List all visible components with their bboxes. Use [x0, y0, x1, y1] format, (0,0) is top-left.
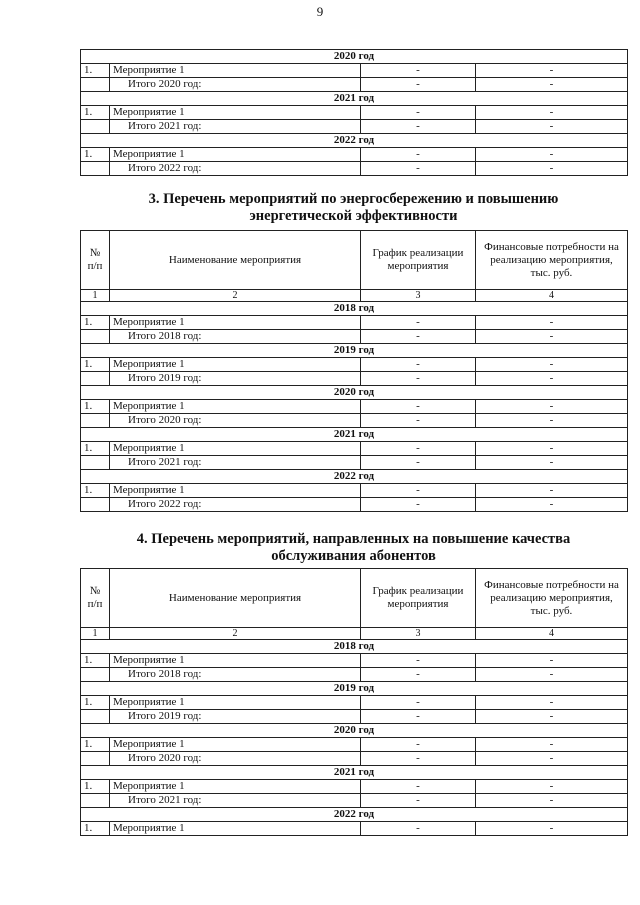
event-schedule: - — [361, 654, 476, 668]
total-number — [81, 78, 110, 92]
total-label: Итого 2020 год: — [110, 752, 361, 766]
event-row — [81, 442, 628, 456]
header-row — [81, 231, 628, 290]
total-number — [81, 498, 110, 512]
total-row — [81, 372, 628, 386]
event-finance: - — [476, 148, 628, 162]
year-row — [81, 724, 628, 738]
total-schedule: - — [361, 414, 476, 428]
year-label: 2018 год — [81, 640, 628, 654]
header-name: Наименование мероприятия — [110, 231, 361, 290]
total-finance: - — [476, 498, 628, 512]
event-schedule: - — [361, 148, 476, 162]
event-finance: - — [476, 696, 628, 710]
event-finance: - — [476, 484, 628, 498]
year-row — [81, 640, 628, 654]
total-number — [81, 372, 110, 386]
header-num: № п/п — [81, 231, 110, 290]
total-finance: - — [476, 794, 628, 808]
event-number: 1. — [81, 484, 110, 498]
year-row — [81, 428, 628, 442]
column-number: 4 — [476, 628, 628, 640]
year-row — [81, 92, 628, 106]
event-number: 1. — [81, 64, 110, 78]
year-row — [81, 386, 628, 400]
event-number: 1. — [81, 696, 110, 710]
column-number: 2 — [110, 290, 361, 302]
total-schedule: - — [361, 330, 476, 344]
event-row — [81, 780, 628, 794]
total-row — [81, 498, 628, 512]
header-schedule: График реализации мероприятия — [361, 569, 476, 628]
year-label: 2021 год — [81, 428, 628, 442]
event-number: 1. — [81, 654, 110, 668]
event-row — [81, 106, 628, 120]
total-number — [81, 668, 110, 682]
event-schedule: - — [361, 358, 476, 372]
year-label: 2021 год — [81, 766, 628, 780]
total-label: Итого 2021 год: — [110, 794, 361, 808]
column-number: 3 — [361, 290, 476, 302]
event-name: Мероприятие 1 — [110, 696, 361, 710]
total-finance: - — [476, 330, 628, 344]
total-schedule: - — [361, 710, 476, 724]
event-name: Мероприятие 1 — [110, 822, 361, 836]
column-number-row — [81, 628, 628, 640]
section-3-heading — [80, 191, 627, 225]
year-row — [81, 302, 628, 316]
total-finance: - — [476, 414, 628, 428]
event-finance: - — [476, 780, 628, 794]
year-label: 2020 год — [81, 50, 628, 64]
event-schedule: - — [361, 696, 476, 710]
total-row — [81, 710, 628, 724]
total-schedule: - — [361, 120, 476, 134]
header-row — [81, 569, 628, 628]
event-schedule: - — [361, 64, 476, 78]
event-finance: - — [476, 738, 628, 752]
event-row — [81, 654, 628, 668]
year-row — [81, 344, 628, 358]
total-row — [81, 120, 628, 134]
total-finance: - — [476, 710, 628, 724]
year-row — [81, 682, 628, 696]
event-schedule: - — [361, 484, 476, 498]
header-finance: Финансовые потребности на реализацию мероприятия, тыс. руб. — [476, 231, 628, 290]
total-label: Итого 2020 год: — [110, 78, 361, 92]
total-number — [81, 456, 110, 470]
event-finance: - — [476, 316, 628, 330]
total-label: Итого 2019 год: — [110, 710, 361, 724]
event-number: 1. — [81, 780, 110, 794]
total-label: Итого 2021 год: — [110, 456, 361, 470]
section-3-heading-line1: 3. Перечень мероприятий по энергосбережению и повышению — [148, 191, 559, 207]
event-number: 1. — [81, 148, 110, 162]
event-finance: - — [476, 358, 628, 372]
event-finance: - — [476, 654, 628, 668]
year-label: 2021 год — [81, 92, 628, 106]
total-row — [81, 456, 628, 470]
total-schedule: - — [361, 752, 476, 766]
total-label: Итого 2021 год: — [110, 120, 361, 134]
event-name: Мероприятие 1 — [110, 358, 361, 372]
total-finance: - — [476, 668, 628, 682]
event-row — [81, 822, 628, 836]
event-schedule: - — [361, 106, 476, 120]
event-finance: - — [476, 106, 628, 120]
event-row — [81, 316, 628, 330]
total-row — [81, 162, 628, 176]
total-schedule: - — [361, 456, 476, 470]
year-label: 2019 год — [81, 344, 628, 358]
total-finance: - — [476, 120, 628, 134]
event-name: Мероприятие 1 — [110, 106, 361, 120]
year-row — [81, 808, 628, 822]
total-finance: - — [476, 162, 628, 176]
event-schedule: - — [361, 780, 476, 794]
total-number — [81, 710, 110, 724]
event-number: 1. — [81, 822, 110, 836]
event-row — [81, 148, 628, 162]
total-schedule: - — [361, 498, 476, 512]
section-4-heading-line2: обслуживания абонентов — [271, 548, 436, 564]
header-finance: Финансовые потребности на реализацию мероприятия, тыс. руб. — [476, 569, 628, 628]
total-label: Итого 2022 год: — [110, 498, 361, 512]
year-label: 2022 год — [81, 134, 628, 148]
total-row — [81, 752, 628, 766]
event-name: Мероприятие 1 — [110, 148, 361, 162]
section-4-table — [80, 568, 628, 836]
event-row — [81, 64, 628, 78]
year-label: 2018 год — [81, 302, 628, 316]
total-row — [81, 414, 628, 428]
total-row — [81, 78, 628, 92]
event-row — [81, 358, 628, 372]
section-4-heading — [80, 531, 627, 565]
event-number: 1. — [81, 106, 110, 120]
column-number: 1 — [81, 290, 110, 302]
column-number-row — [81, 290, 628, 302]
total-number — [81, 414, 110, 428]
column-number: 1 — [81, 628, 110, 640]
total-label: Итого 2018 год: — [110, 330, 361, 344]
event-row — [81, 484, 628, 498]
event-name: Мероприятие 1 — [110, 64, 361, 78]
section-3-table — [80, 230, 628, 512]
header-name: Наименование мероприятия — [110, 569, 361, 628]
event-name: Мероприятие 1 — [110, 780, 361, 794]
column-number: 2 — [110, 628, 361, 640]
total-finance: - — [476, 752, 628, 766]
event-number: 1. — [81, 738, 110, 752]
event-name: Мероприятие 1 — [110, 442, 361, 456]
total-number — [81, 330, 110, 344]
total-number — [81, 162, 110, 176]
year-label: 2022 год — [81, 470, 628, 484]
total-schedule: - — [361, 794, 476, 808]
event-row — [81, 738, 628, 752]
total-number — [81, 794, 110, 808]
event-row — [81, 696, 628, 710]
total-label: Итого 2018 год: — [110, 668, 361, 682]
total-finance: - — [476, 456, 628, 470]
total-row — [81, 330, 628, 344]
top-table — [80, 49, 628, 176]
year-row — [81, 134, 628, 148]
section-4-heading-line1: 4. Перечень мероприятий, направленных на повышение качества — [136, 531, 571, 547]
page-number: 9 — [316, 4, 324, 19]
total-number — [81, 120, 110, 134]
event-name: Мероприятие 1 — [110, 484, 361, 498]
event-number: 1. — [81, 400, 110, 414]
total-row — [81, 794, 628, 808]
event-schedule: - — [361, 822, 476, 836]
total-schedule: - — [361, 162, 476, 176]
section-3-heading-line2: энергетической эффективности — [249, 208, 458, 224]
year-row — [81, 50, 628, 64]
year-row — [81, 766, 628, 780]
event-number: 1. — [81, 316, 110, 330]
total-schedule: - — [361, 668, 476, 682]
event-schedule: - — [361, 316, 476, 330]
year-label: 2020 год — [81, 724, 628, 738]
event-finance: - — [476, 822, 628, 836]
event-finance: - — [476, 64, 628, 78]
event-schedule: - — [361, 400, 476, 414]
total-finance: - — [476, 78, 628, 92]
total-label: Итого 2020 год: — [110, 414, 361, 428]
total-row — [81, 668, 628, 682]
event-schedule: - — [361, 738, 476, 752]
event-finance: - — [476, 442, 628, 456]
column-number: 3 — [361, 628, 476, 640]
total-finance: - — [476, 372, 628, 386]
header-num: № п/п — [81, 569, 110, 628]
total-schedule: - — [361, 78, 476, 92]
event-number: 1. — [81, 442, 110, 456]
event-name: Мероприятие 1 — [110, 316, 361, 330]
total-schedule: - — [361, 372, 476, 386]
event-name: Мероприятие 1 — [110, 400, 361, 414]
event-name: Мероприятие 1 — [110, 654, 361, 668]
year-label: 2022 год — [81, 808, 628, 822]
total-number — [81, 752, 110, 766]
event-finance: - — [476, 400, 628, 414]
column-number: 4 — [476, 290, 628, 302]
total-label: Итого 2022 год: — [110, 162, 361, 176]
event-row — [81, 400, 628, 414]
year-label: 2020 год — [81, 386, 628, 400]
total-label: Итого 2019 год: — [110, 372, 361, 386]
header-schedule: График реализации мероприятия — [361, 231, 476, 290]
year-label: 2019 год — [81, 682, 628, 696]
event-schedule: - — [361, 442, 476, 456]
event-number: 1. — [81, 358, 110, 372]
event-name: Мероприятие 1 — [110, 738, 361, 752]
year-row — [81, 470, 628, 484]
